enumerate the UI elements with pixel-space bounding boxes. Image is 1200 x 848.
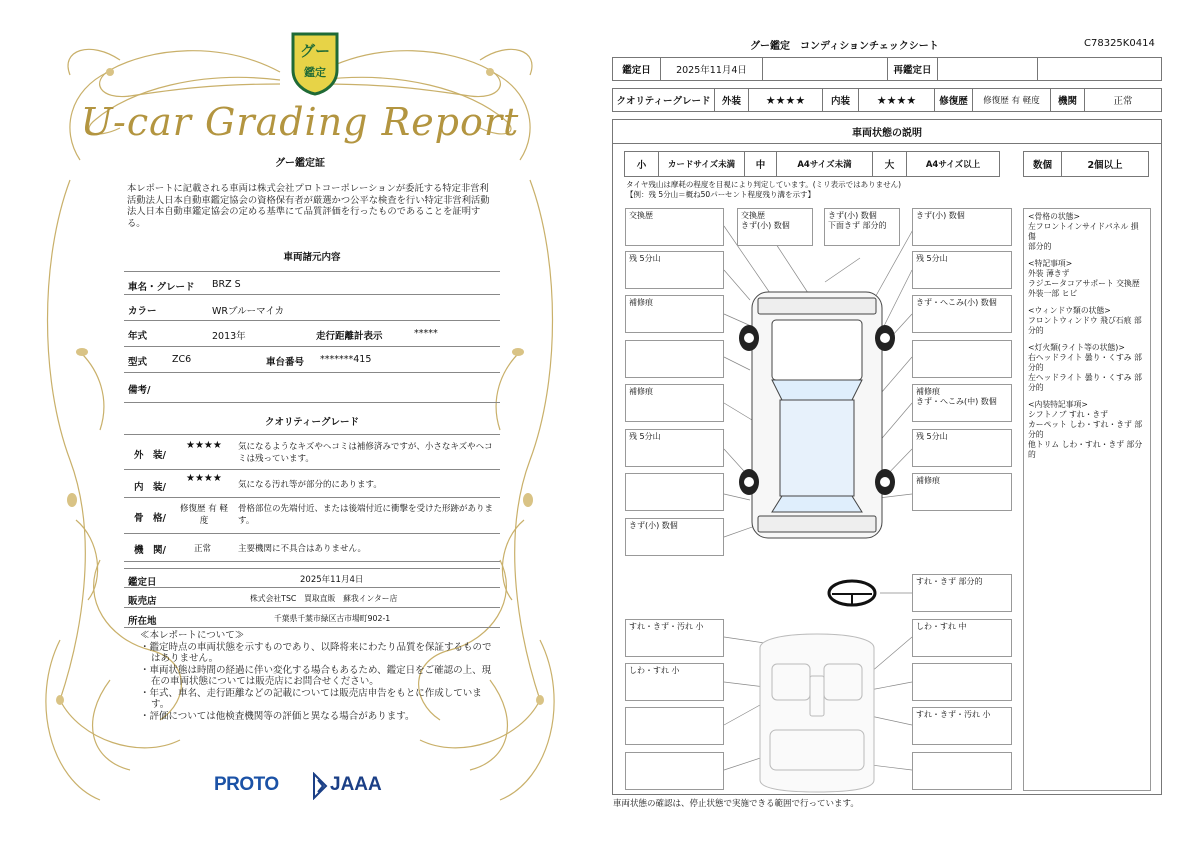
condition-check-sheet	[600, 0, 1200, 848]
exterior-box: 交換歴	[625, 208, 724, 246]
tire-note-line: 【例：残 5分山＝概ね50パーセント程度残り溝を示す】	[626, 189, 816, 199]
note-item: ・評価については他検査機関等の評価と異なる場合があります。	[140, 710, 415, 722]
spec-row-year	[124, 321, 500, 347]
address-label: 所在地	[128, 616, 157, 627]
sheet-title: グー鑑定 コンディションチェックシート	[750, 41, 939, 52]
name-label: 車名・グレード	[128, 282, 195, 293]
quality-row-interior	[124, 470, 500, 498]
spec-row-color	[124, 295, 500, 321]
dealer-row	[124, 588, 500, 608]
interior-box	[912, 663, 1012, 701]
exterior-box	[625, 473, 724, 511]
note-group-title: <内装特記事項>	[1028, 400, 1088, 409]
exterior-box: 残 5分山	[625, 251, 724, 289]
note-group	[1028, 259, 1146, 299]
address-value: 千葉県千葉市緑区古市場町902-1	[274, 614, 391, 623]
exterior-box: 残 5分山	[625, 429, 724, 467]
note-item: ・年式、車名、走行距離などの記載については販売店申告をもとに作成しています。	[140, 687, 482, 710]
quality-label: クオリティーグレード	[613, 89, 715, 111]
exterior-box: 補修痕 きず・へこみ(中) 数個	[912, 384, 1012, 422]
exterior-box: きず(小) 数個 下面きず 部分的	[824, 208, 900, 246]
note-line: 部分的	[1028, 242, 1052, 251]
interior-label: 内装	[823, 89, 859, 111]
size-medium: 中	[745, 152, 777, 176]
jaaa-mark-icon	[312, 772, 328, 800]
note-group	[1028, 212, 1146, 252]
size-small: 小	[625, 152, 659, 176]
condition-title: 車両状態の説明	[612, 119, 1162, 144]
note-item: ・鑑定時点の車両状態を示すものであり、以降将来にわたり品質を保証するものではありません。	[140, 641, 492, 664]
goo-kantei-badge-icon	[287, 30, 343, 96]
note-line: 外装 薄きず	[1028, 269, 1070, 278]
note-item: ・車両状態は時間の経過に伴い変化する場合もあるため、鑑定日をご確認の上、現在の車両状態については販売店にお問合せください。	[140, 664, 492, 687]
model-label: 型式	[128, 357, 148, 368]
chassis-value: *******415	[320, 354, 372, 365]
interior-box-steering: すれ・きず 部分的	[912, 574, 1012, 612]
date-value: 2025年11月4日	[300, 575, 364, 585]
engine-label: 機 関/	[134, 545, 166, 556]
date-row	[124, 568, 500, 588]
exterior-box: 残 5分山	[912, 429, 1012, 467]
exterior-label: 外装	[715, 89, 749, 111]
size-large-desc: A4サイズ以上	[925, 160, 981, 170]
note-line: シフトノブ すれ・きず	[1028, 410, 1108, 419]
size-large: 大	[873, 152, 907, 176]
jaaa-logo: JAAA	[330, 774, 382, 795]
interior-box: しわ・すれ 中	[912, 619, 1012, 657]
repair-value: 修復歴 有 軽度	[973, 89, 1051, 111]
count-value: 2個以上	[1087, 160, 1123, 171]
frame-label: 骨 格/	[134, 513, 166, 524]
interior-box: しわ・すれ 小	[625, 663, 724, 701]
tire-note-line: タイヤ残山は摩耗の程度を目視により判定しています。(ミリ表示ではありません)	[626, 180, 902, 189]
interior-box	[912, 752, 1012, 790]
interior-stars: ★★★★	[186, 473, 222, 484]
frame-text: 骨格部位の先端付近、または後端付近に衝撃を受けた形跡があります。	[238, 504, 494, 526]
interior-box	[625, 752, 724, 790]
condition-notes	[1023, 208, 1151, 791]
remarks-label: 備考/	[128, 385, 151, 396]
date-value: 2025年11月4日	[661, 58, 763, 80]
interior-text: 気になる汚れ等が部分的にあります。	[238, 480, 382, 490]
note-group-title: <骨格の状態>	[1028, 212, 1081, 221]
note-line: 左ヘッドライト 曇り・くすみ 部分的	[1028, 373, 1142, 392]
engine-value: 正常	[194, 544, 212, 554]
model-value: ZC6	[172, 354, 192, 365]
year-value: 2013年	[212, 331, 246, 342]
exterior-box: 残 5分山	[912, 251, 1012, 289]
year-label: 年式	[128, 331, 148, 342]
chassis-label: 車台番号	[266, 357, 305, 368]
note-line: 左フロントインサイドパネル 損傷	[1028, 222, 1139, 241]
engine-value: 正常	[1113, 96, 1133, 107]
exterior-label: 外 装/	[134, 450, 166, 461]
dealer-value: 株式会社TSC 買取直販 蘇我インター店	[250, 594, 398, 603]
address-row	[124, 608, 500, 628]
quality-row-engine	[124, 534, 500, 562]
spec-row-name	[124, 271, 500, 295]
note-group-title: <ウィンドウ類の状態>	[1028, 306, 1111, 315]
note-line: フロントウィンドウ 飛び石痕 部分的	[1028, 316, 1142, 335]
date-label: 鑑定日	[613, 58, 661, 80]
repair-label: 修復歴	[935, 89, 973, 111]
note-line: ラジエータコアサポート 交換歴	[1028, 279, 1140, 288]
note-group	[1028, 400, 1146, 460]
count-label: 数個	[1024, 152, 1062, 176]
mileage-value: *****	[414, 328, 438, 339]
spec-row-remarks	[124, 373, 500, 403]
exterior-text: 気になるようなキズやヘコミは補修済みですが、小さなキズやヘコミは残っています。	[238, 442, 493, 464]
color-value: WRブルーマイカ	[212, 306, 285, 317]
script-title: U-car Grading Report	[80, 100, 520, 144]
interior-box	[625, 707, 724, 745]
size-small-desc: カードサイズ未満	[659, 152, 745, 176]
notes-title: ≪本レポートについて≫	[140, 630, 245, 641]
exterior-box: 補修痕	[912, 473, 1012, 511]
exterior-box: 補修痕	[625, 384, 724, 422]
engine-label: 機関	[1051, 89, 1085, 111]
exterior-box: 交換歴 きず(小) 数個	[737, 208, 813, 246]
mileage-label: 走行距離計表示	[316, 331, 383, 342]
dealer-label: 販売店	[128, 596, 157, 607]
exterior-box: きず(小) 数個	[625, 518, 724, 556]
note-group-title: <灯火類(ライト等の状態)>	[1028, 343, 1125, 352]
quality-row-exterior	[124, 434, 500, 470]
color-label: カラー	[128, 306, 157, 317]
quality-row-frame	[124, 498, 500, 534]
engine-text: 主要機関に不具合はありません。	[238, 544, 367, 554]
note-group	[1028, 306, 1146, 336]
interior-box: すれ・きず・汚れ 小	[625, 619, 724, 657]
size-medium-desc: A4サイズ未満	[777, 152, 873, 176]
quality-title: クオリティーグレード	[264, 417, 360, 428]
note-line: 外装一部 ヒビ	[1028, 289, 1078, 298]
sheet-footer: 車両状態の確認は、停止状態で実施できる範囲で行っています。	[613, 799, 859, 809]
frame-value: 修復歴 有 軽度	[180, 504, 228, 526]
badge-line2: 鑑定	[304, 66, 326, 79]
interior-label: 内 装/	[134, 482, 166, 493]
exterior-box: きず(小) 数個	[912, 208, 1012, 246]
certificate-title: グー鑑定証	[275, 158, 325, 169]
name-value: BRZ S	[212, 279, 241, 290]
note-line: 他トリム しわ・すれ・きず 部分的	[1028, 440, 1143, 459]
logo-area	[214, 770, 414, 802]
badge-line1: グー	[299, 42, 331, 60]
exterior-box: 補修痕	[625, 295, 724, 333]
exterior-box	[912, 340, 1012, 378]
spec-title: 車両諸元内容	[283, 252, 341, 263]
note-group-title: <特記事項>	[1028, 259, 1073, 268]
spec-row-model	[124, 347, 500, 373]
redate-label: 再鑑定日	[888, 58, 938, 80]
certificate-body: 本レポートに記載される車両は株式会社プロトコーポレーションが委託する特定非営利活動法人日本自動車鑑定協会の資格保有者が厳選かつ公平な検査を行い特定非営利活動法人日本自動車鑑定協会の定める基準にて品質評価を行ったものであることを証明する。	[127, 183, 490, 230]
sheet-number: C78325K0414	[1084, 38, 1155, 49]
proto-logo: PROTO	[214, 774, 279, 795]
date-label: 鑑定日	[128, 577, 157, 588]
note-line: 右ヘッドライト 曇り・くすみ 部分的	[1028, 353, 1142, 372]
exterior-stars: ★★★★	[186, 440, 222, 451]
exterior-stars: ★★★★	[749, 89, 823, 111]
report-notes	[140, 630, 500, 722]
interior-box: すれ・きず・汚れ 小	[912, 707, 1012, 745]
exterior-box	[625, 340, 724, 378]
exterior-box: きず・へこみ(小) 数個	[912, 295, 1012, 333]
note-group	[1028, 343, 1146, 393]
steering-wheel-icon	[829, 581, 875, 605]
interior-stars: ★★★★	[859, 89, 935, 111]
note-line: カーペット しわ・すれ・きず 部分的	[1028, 420, 1143, 439]
